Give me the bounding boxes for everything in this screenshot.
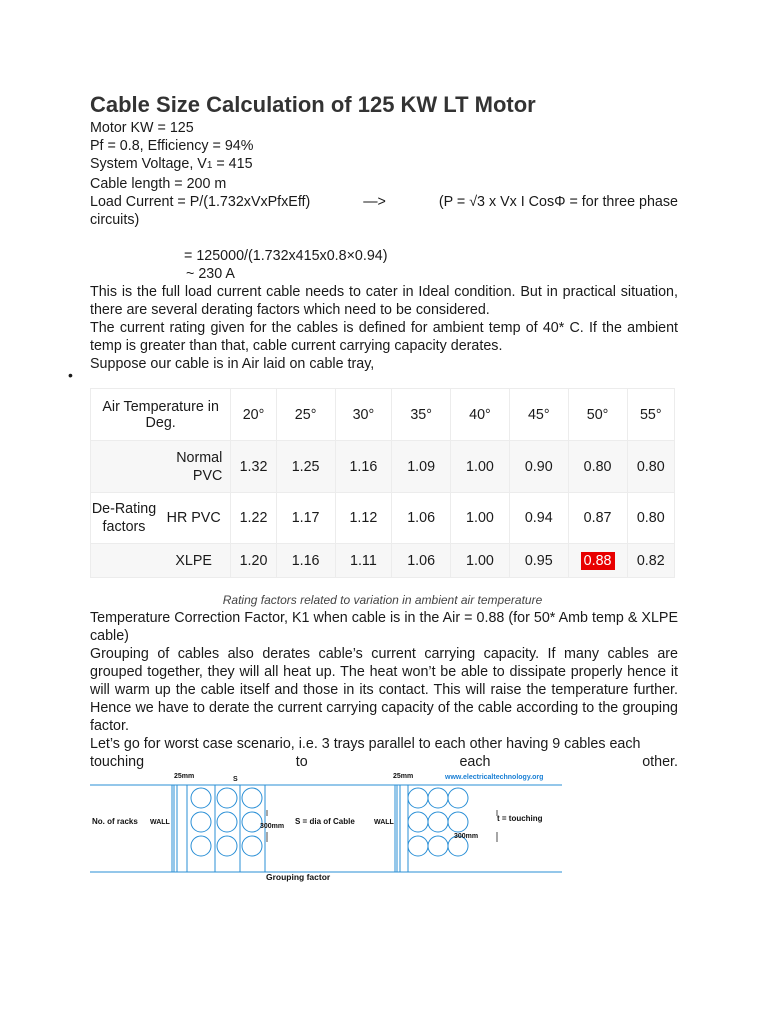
air-temperature-header: Air Temperature in Deg.: [91, 389, 231, 441]
factor-cell: 0.80: [568, 441, 627, 493]
factor-cell: 1.16: [276, 544, 335, 578]
cable-circle: [191, 788, 211, 808]
factor-cell: 1.11: [335, 544, 392, 578]
arrow: —>: [363, 194, 386, 210]
factor-cell: 1.22: [231, 493, 276, 544]
cable-type-cell: [91, 493, 231, 544]
bullet: •: [68, 367, 73, 383]
website-label: www.electricaltechnology.org: [445, 774, 544, 781]
table-row: [91, 493, 675, 544]
factor-cell: 1.06: [392, 544, 451, 578]
mm300-label-right: 300mm: [454, 833, 479, 840]
factor-cell: 0.94: [509, 493, 568, 544]
de-rating-factors-label: De-Rating factors: [91, 501, 157, 535]
temp-cell: 25°: [276, 389, 335, 441]
table-row: [91, 441, 675, 493]
paragraph-k1: Temperature Correction Factor, K1 when cable is in the Air = 0.88 (for 50* Amb temp & XLPE cable): [90, 610, 678, 644]
cable-circles-left: [191, 788, 262, 856]
group-label-spacer: [91, 441, 157, 492]
system-voltage-line: [90, 155, 678, 175]
table-caption: Rating factors related to variation in ambient air temperature: [222, 593, 543, 607]
cable-circle: [428, 788, 448, 808]
page-title: Cable Size Calculation of 125 KW LT Motor: [90, 92, 536, 117]
s-label: S: [233, 776, 238, 783]
calc-line-2: ~ 230 A: [186, 266, 235, 282]
cable-type: XLPE: [175, 552, 212, 569]
paragraph-ambient-temp: The current rating given for the cables is defined for ambient temp of 40* C. If the ambient temp is greater than that, cable current carrying capacity derates.: [90, 320, 678, 354]
word: to: [295, 754, 308, 770]
motor-kw-line: Motor KW = 125: [90, 120, 194, 136]
factor-cell: 1.00: [451, 493, 510, 544]
cable-length-line: Cable length = 200 m: [90, 176, 227, 192]
factor-cell: 1.12: [335, 493, 392, 544]
blank-line: [90, 229, 678, 247]
mm25-label-right: 25mm: [393, 773, 414, 780]
factor-cell: 1.32: [231, 441, 276, 493]
load-current-continuation: circuits): [90, 212, 140, 228]
cable-circles-right: [408, 788, 468, 856]
voltage-subscript: 1: [206, 160, 213, 171]
cable-circle: [428, 836, 448, 856]
cable-type-cell: [91, 441, 231, 493]
grouping-factor-diagram: [90, 770, 562, 885]
paragraph-grouping: Grouping of cables also derates cable’s current carrying capacity. If many cables are grouped together, they will all heat up. The heat won’t be able to dissipate properly hence it will warm up the cable itself and those in its contact. This will raise the temperature further. Hence we have to derate the current carrying capacity of the cable according to the grouping factor.: [90, 646, 678, 734]
factor-cell: 0.90: [509, 441, 568, 493]
cable-type: HR PVC: [166, 510, 221, 526]
temp-cell: 20°: [231, 389, 276, 441]
cable-circle: [448, 788, 468, 808]
factor-cell: 1.00: [451, 544, 510, 578]
voltage-label: System Voltage, V: [90, 156, 207, 172]
word: touching: [90, 754, 145, 770]
factor-cell: 1.25: [276, 441, 335, 493]
cable-circle: [408, 836, 428, 856]
factor-cell: 0.80: [627, 441, 675, 493]
temp-cell: 55°: [627, 389, 675, 441]
paragraph-ideal-condition: This is the full load current cable needs to cater in Ideal condition. But in practical situation, there are several derating factors which need to be considered.: [90, 284, 678, 318]
word: each: [459, 754, 491, 770]
word: other.: [642, 754, 678, 770]
load-current-line: [90, 193, 678, 211]
cable-circle: [242, 812, 262, 832]
factor-cell: 1.00: [451, 441, 510, 493]
cable-circle: [242, 836, 262, 856]
cable-circle: [217, 788, 237, 808]
highlighted-value: 0.88: [581, 552, 615, 570]
factor-cell: 0.95: [509, 544, 568, 578]
cable-circle: [217, 836, 237, 856]
load-current-formula: Load Current = P/(1.732xVxPfxEff): [90, 194, 311, 210]
temp-cell: 35°: [392, 389, 451, 441]
factor-cell: 1.17: [276, 493, 335, 544]
cable-circle: [191, 812, 211, 832]
s-definition-label: S = dia of Cable: [295, 817, 355, 826]
paragraph-worst-case-last-line: [90, 753, 678, 771]
cable-circle: [448, 812, 468, 832]
factor-cell: 1.16: [335, 441, 392, 493]
cable-circle: [408, 812, 428, 832]
voltage-value: = 415: [212, 156, 253, 172]
diagram-caption: Grouping factor: [266, 872, 331, 882]
given-data: [90, 119, 678, 373]
paragraph-worst-case: Let’s go for worst case scenario, i.e. 3 trays parallel to each other having 9 cables each: [90, 736, 641, 752]
cable-circle: [242, 788, 262, 808]
mm25-label-left: 25mm: [174, 773, 195, 780]
no-of-racks-label: No. of racks: [92, 817, 138, 826]
rating-factor-table: [90, 388, 675, 578]
cable-circle: [217, 812, 237, 832]
highlighted-factor-cell: [568, 544, 627, 578]
temp-cell: 50°: [568, 389, 627, 441]
temp-cell: 45°: [509, 389, 568, 441]
wall-label-right: WALL: [374, 819, 394, 826]
mm300-label-left: 300mm: [260, 823, 285, 830]
cable-type-cell: [91, 544, 231, 578]
cable-circle: [428, 812, 448, 832]
paragraph-cable-tray: Suppose our cable is in Air laid on cable tray,: [90, 356, 375, 372]
t-definition-label: t = touching: [497, 814, 543, 823]
table-header-row: [91, 389, 675, 441]
calc-line-1: = 125000/(1.732x415x0.8×0.94): [184, 248, 388, 264]
factor-cell: 1.09: [392, 441, 451, 493]
cable-circle: [408, 788, 428, 808]
pf-efficiency-line: Pf = 0.8, Efficiency = 94%: [90, 138, 254, 154]
grouping-text: [90, 609, 678, 771]
factor-cell: 1.20: [231, 544, 276, 578]
factor-cell: 0.87: [568, 493, 627, 544]
temp-cell: 40°: [451, 389, 510, 441]
temp-cell: 30°: [335, 389, 392, 441]
factor-cell: 0.80: [627, 493, 675, 544]
wall-label-left: WALL: [150, 819, 170, 826]
table-row: [91, 544, 675, 578]
power-formula: (P = √3 x Vx I CosΦ = for three phase: [438, 194, 678, 210]
factor-cell: 1.06: [392, 493, 451, 544]
cable-type: Normal PVC: [176, 449, 223, 484]
cable-circle: [191, 836, 211, 856]
factor-cell: 0.82: [627, 544, 675, 578]
